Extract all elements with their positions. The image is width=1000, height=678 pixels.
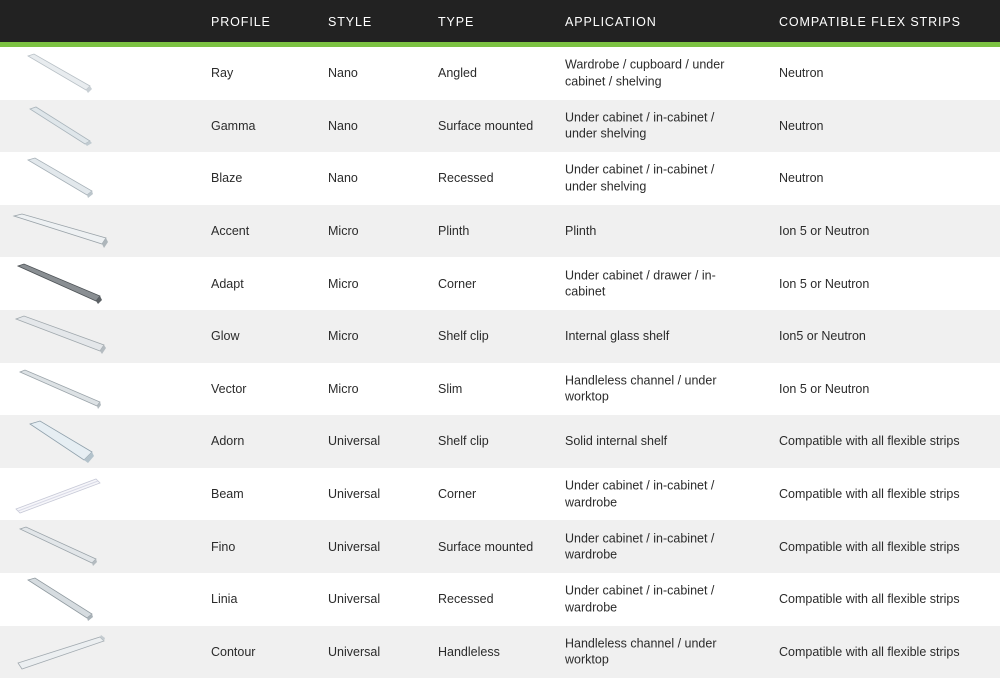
profile-name: Beam <box>211 486 244 501</box>
table-row <box>0 468 1000 521</box>
profile-name: Contour <box>211 644 256 659</box>
profile-style: Nano <box>328 118 358 133</box>
linia-profile-image <box>12 576 112 622</box>
profile-application <box>565 328 755 345</box>
profile-style: Micro <box>328 329 359 344</box>
profile-type: Surface mounted <box>438 118 534 133</box>
profile-name: Vector <box>211 381 247 396</box>
profile-application <box>565 267 755 300</box>
header-application: APPLICATION <box>565 15 657 29</box>
profile-name: Adorn <box>211 434 245 449</box>
compatible-flex-strips: Neutron <box>779 118 824 133</box>
application-line: Under cabinet / in-cabinet / <box>565 478 715 493</box>
application-line: Internal glass shelf <box>565 329 670 344</box>
application-line: wardrobe <box>565 600 618 615</box>
table-row <box>0 415 1000 468</box>
table-row <box>0 47 1000 100</box>
table-row <box>0 520 1000 573</box>
profile-name: Fino <box>211 539 236 554</box>
table-row <box>0 573 1000 626</box>
profile-style: Universal <box>328 644 381 659</box>
contour-profile-image <box>12 629 112 675</box>
application-line: Wardrobe / cupboard / under <box>565 57 725 72</box>
application-line: under shelving <box>565 179 647 194</box>
profile-style: Universal <box>328 591 381 606</box>
profile-name: Accent <box>211 223 250 238</box>
profile-name: Gamma <box>211 118 256 133</box>
table-body <box>0 47 1000 678</box>
adorn-profile-image <box>12 418 112 464</box>
profile-style: Micro <box>328 276 359 291</box>
application-line: Under cabinet / in-cabinet / <box>565 110 715 125</box>
profile-application <box>565 162 755 195</box>
application-line: wardrobe <box>565 495 618 510</box>
profile-type: Shelf clip <box>438 329 489 344</box>
compatible-flex-strips: Compatible with all flexible strips <box>779 434 960 449</box>
application-line: Handleless channel / under <box>565 373 717 388</box>
profile-type: Corner <box>438 276 477 291</box>
profile-type: Shelf clip <box>438 434 489 449</box>
compatible-flex-strips: Ion5 or Neutron <box>779 329 866 344</box>
application-line: Under cabinet / drawer / in- <box>565 268 716 283</box>
profile-type: Corner <box>438 486 477 501</box>
table-row <box>0 257 1000 310</box>
profile-style: Micro <box>328 381 359 396</box>
table-row <box>0 152 1000 205</box>
gamma-profile-image <box>12 103 112 149</box>
profile-application <box>565 57 755 90</box>
fino-profile-image <box>12 523 112 569</box>
header-type: TYPE <box>438 15 475 29</box>
profile-name: Ray <box>211 66 234 81</box>
application-line: cabinet / shelving <box>565 74 662 89</box>
profile-style: Universal <box>328 486 381 501</box>
glow-profile-image <box>12 313 112 359</box>
profile-name: Adapt <box>211 276 244 291</box>
profile-type: Surface mounted <box>438 539 534 554</box>
application-line: Plinth <box>565 223 597 238</box>
blaze-profile-image <box>12 155 112 201</box>
compatible-flex-strips: Neutron <box>779 171 824 186</box>
compatible-flex-strips: Neutron <box>779 66 824 81</box>
profile-name: Glow <box>211 329 240 344</box>
profile-application <box>565 433 755 450</box>
table-row <box>0 100 1000 153</box>
header-compatible-flex-strips: COMPATIBLE FLEX STRIPS <box>779 15 961 29</box>
table-header <box>0 0 1000 47</box>
compatible-flex-strips: Ion 5 or Neutron <box>779 223 870 238</box>
compatible-flex-strips: Compatible with all flexible strips <box>779 591 960 606</box>
profile-application <box>565 478 755 511</box>
application-line: Under cabinet / in-cabinet / <box>565 531 715 546</box>
application-line: Under cabinet / in-cabinet / <box>565 583 715 598</box>
profile-style: Micro <box>328 223 359 238</box>
profile-type: Slim <box>438 381 463 396</box>
profile-name: Linia <box>211 591 238 606</box>
profile-style: Nano <box>328 66 358 81</box>
application-line: cabinet <box>565 284 606 299</box>
profile-name: Blaze <box>211 171 243 186</box>
header-profile: PROFILE <box>211 15 271 29</box>
profile-type: Handleless <box>438 644 500 659</box>
profile-application <box>565 583 755 616</box>
compatible-flex-strips: Compatible with all flexible strips <box>779 539 960 554</box>
profile-application <box>565 635 755 668</box>
profile-application <box>565 372 755 405</box>
profile-application <box>565 530 755 563</box>
application-line: worktop <box>565 389 609 404</box>
profile-type: Angled <box>438 66 477 81</box>
application-line: Handleless channel / under <box>565 636 717 651</box>
profile-application <box>565 109 755 142</box>
compatible-flex-strips: Compatible with all flexible strips <box>779 644 960 659</box>
header-style: STYLE <box>328 15 373 29</box>
table-row <box>0 205 1000 258</box>
compatible-flex-strips: Ion 5 or Neutron <box>779 276 870 291</box>
profile-style: Universal <box>328 539 381 554</box>
compatible-flex-strips: Ion 5 or Neutron <box>779 381 870 396</box>
table-row <box>0 363 1000 416</box>
table-row <box>0 626 1000 678</box>
profile-type: Plinth <box>438 223 470 238</box>
application-line: Solid internal shelf <box>565 434 668 449</box>
application-line: wardrobe <box>565 547 618 562</box>
accent-profile-image <box>12 208 112 254</box>
application-line: under shelving <box>565 126 647 141</box>
beam-profile-image <box>12 471 112 517</box>
profile-style: Universal <box>328 434 381 449</box>
application-line: Under cabinet / in-cabinet / <box>565 162 715 177</box>
adapt-profile-image <box>12 260 112 306</box>
vector-profile-image <box>12 366 112 412</box>
compatible-flex-strips: Compatible with all flexible strips <box>779 486 960 501</box>
profile-type: Recessed <box>438 171 494 186</box>
profile-application <box>565 223 755 240</box>
table-row <box>0 310 1000 363</box>
application-line: worktop <box>565 652 609 667</box>
profile-type: Recessed <box>438 591 494 606</box>
ray-profile-image <box>12 50 112 96</box>
profile-style: Nano <box>328 171 358 186</box>
